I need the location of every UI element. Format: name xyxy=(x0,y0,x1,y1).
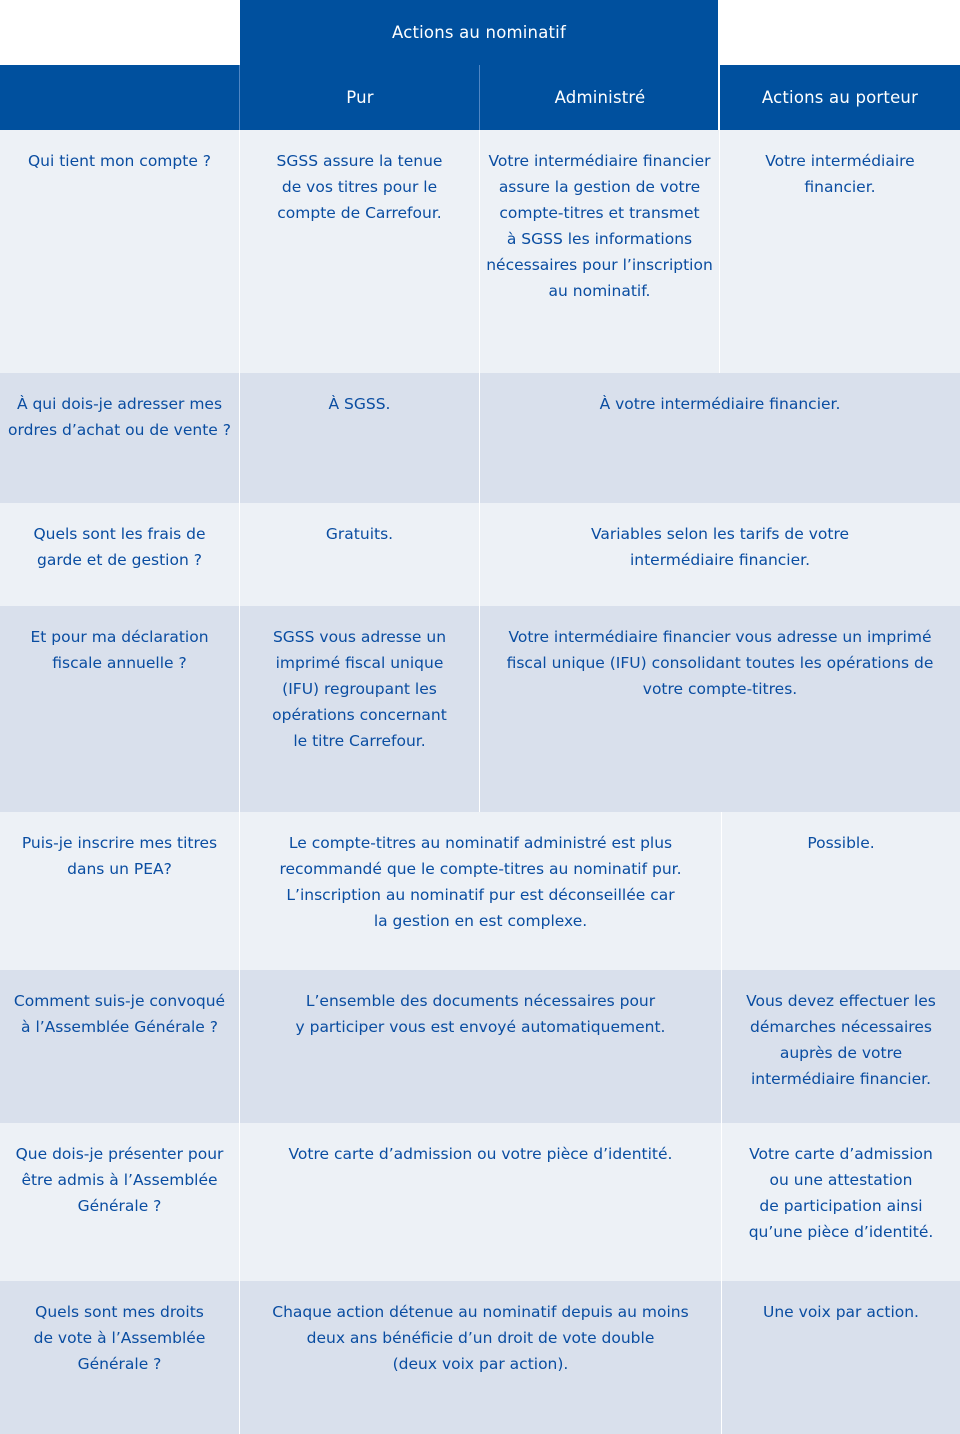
cell-text-line: fiscal unique (IFU) consolidant toutes les opérations de xyxy=(506,654,934,672)
cell-text-line: qu’une pièce d’identité. xyxy=(748,1223,934,1241)
cell-text-line: deux ans bénéficie d’un droit de vote double xyxy=(306,1329,655,1347)
cell-text-line: fiscale annuelle ? xyxy=(52,654,187,672)
header-nominatif xyxy=(240,0,718,65)
cell-text-line: Puis-je inscrire mes titres xyxy=(21,834,218,852)
cell-text-line: y participer vous est envoyé automatiquement. xyxy=(295,1018,666,1036)
cell-text-line: à l’Assemblée Générale ? xyxy=(21,1018,218,1036)
cell-text-line: Une voix par action. xyxy=(763,1303,919,1321)
cell-text-line: démarches nécessaires xyxy=(750,1018,932,1036)
header-divider-3 xyxy=(239,65,240,130)
row-4-pur xyxy=(240,606,479,812)
row-5-question xyxy=(0,812,239,970)
row-2-pur xyxy=(240,373,479,503)
cell-text-line: Votre carte d’admission ou votre pièce d’identité. xyxy=(288,1145,673,1163)
header-porteur-label: Actions au porteur xyxy=(761,87,919,107)
cell-text-line: votre compte-titres. xyxy=(642,680,798,698)
row-3-pur xyxy=(240,503,479,606)
header-divider-2 xyxy=(718,0,720,130)
cell-text-line: (deux voix par action). xyxy=(392,1355,569,1373)
cell-text-line: (IFU) regroupant les xyxy=(282,680,437,698)
row-3-question xyxy=(0,503,239,606)
row-1-question xyxy=(0,130,239,373)
cell-text-line: Possible. xyxy=(807,834,875,852)
cell-text-line: SGSS vous adresse un xyxy=(272,628,447,646)
cell-text-line: de participation ainsi xyxy=(759,1197,923,1215)
cell-text-line: de vote à l’Assemblée xyxy=(33,1329,206,1347)
cell-text-line: Que dois-je présenter pour xyxy=(15,1145,224,1163)
row-8-porteur xyxy=(722,1281,960,1434)
row-5-porteur xyxy=(722,812,960,970)
cell-text-line: Gratuits. xyxy=(325,525,394,543)
row-1-administre xyxy=(480,130,719,373)
cell-text-line: À qui dois-je adresser mes xyxy=(16,395,223,413)
header-administre-label: Administré xyxy=(554,87,646,107)
cell-text-line: Variables selon les tarifs de votre xyxy=(590,525,850,543)
header-administre xyxy=(480,65,720,130)
cell-text-line: Votre intermédiaire xyxy=(765,152,915,170)
cell-text-line: imprimé fiscal unique xyxy=(275,654,444,672)
cell-text-line: L’inscription au nominatif pur est déconseillée car xyxy=(286,886,675,904)
cell-text-line: Quels sont les frais de xyxy=(33,525,206,543)
cell-text-line: la gestion en est complexe. xyxy=(373,912,588,930)
cell-text-line: garde et de gestion ? xyxy=(37,551,202,569)
row-6-porteur xyxy=(722,970,960,1123)
cell-text-line: Générale ? xyxy=(77,1355,162,1373)
cell-text-line: intermédiaire financier. xyxy=(750,1070,932,1088)
cell-text-line: le titre Carrefour. xyxy=(293,732,426,750)
row-2-admin-porteur xyxy=(480,373,960,503)
cell-text-line: Vous devez effectuer les xyxy=(746,992,936,1010)
cell-text-line: L’ensemble des documents nécessaires pour xyxy=(305,992,656,1010)
row-8-question xyxy=(0,1281,239,1434)
cell-text-line: ordres d’achat ou de vente ? xyxy=(8,421,231,439)
row-4-question xyxy=(0,606,239,812)
header-blank xyxy=(0,65,240,130)
cell-text-line: Générale ? xyxy=(77,1197,162,1215)
cell-text-line: de vos titres pour le xyxy=(281,178,438,196)
header-pur-label: Pur xyxy=(346,87,374,107)
cell-text-line: à SGSS les informations xyxy=(506,230,693,248)
cell-text-line: Comment suis-je convoqué xyxy=(13,992,226,1010)
row-4-admin-porteur xyxy=(480,606,960,812)
row-5-nominatif xyxy=(240,812,721,970)
row-2-question xyxy=(0,373,239,503)
cell-text-line: compte de Carrefour. xyxy=(277,204,442,222)
cell-text-line: À SGSS. xyxy=(328,395,391,413)
cell-text-line: auprès de votre xyxy=(779,1044,903,1062)
cell-text-line: Votre intermédiaire financier xyxy=(488,152,711,170)
cell-text-line: À votre intermédiaire financier. xyxy=(599,395,841,413)
cell-text-line: Votre intermédiaire financier vous adresse un imprimé xyxy=(508,628,932,646)
cell-text-line: financier. xyxy=(804,178,876,196)
cell-text-line: dans un PEA? xyxy=(67,860,172,878)
cell-text-line: opérations concernant xyxy=(272,706,447,724)
row-1-porteur xyxy=(720,130,960,373)
cell-text-line: au nominatif. xyxy=(548,282,651,300)
cell-text-line: ou une attestation xyxy=(769,1171,913,1189)
cell-text-line: Qui tient mon compte ? xyxy=(27,152,212,170)
cell-text-line: SGSS assure la tenue xyxy=(276,152,443,170)
header-porteur xyxy=(720,65,960,130)
row-7-nominatif xyxy=(240,1123,721,1281)
header-divider-1 xyxy=(479,65,480,130)
cell-text-line: assure la gestion de votre xyxy=(498,178,701,196)
cell-text-line: intermédiaire financier. xyxy=(629,551,811,569)
cell-text-line: nécessaires pour l’inscription xyxy=(486,256,713,274)
row-8-nominatif xyxy=(240,1281,721,1434)
row-7-question xyxy=(0,1123,239,1281)
cell-text-line: Le compte-titres au nominatif administré est plus xyxy=(288,834,673,852)
row-3-admin-porteur xyxy=(480,503,960,606)
cell-text-line: Et pour ma déclaration xyxy=(30,628,209,646)
row-6-nominatif xyxy=(240,970,721,1123)
row-7-porteur xyxy=(722,1123,960,1281)
cell-text-line: recommandé que le compte-titres au nominatif pur. xyxy=(279,860,682,878)
cell-text-line: compte-titres et transmet xyxy=(499,204,700,222)
cell-text-line: Chaque action détenue au nominatif depuis au moins xyxy=(272,1303,689,1321)
header-pur xyxy=(240,65,480,130)
row-6-question xyxy=(0,970,239,1123)
header-nominatif-label: Actions au nominatif xyxy=(392,22,566,42)
cell-text-line: être admis à l’Assemblée xyxy=(21,1171,218,1189)
row-1-pur xyxy=(240,130,479,373)
cell-text-line: Votre carte d’admission xyxy=(749,1145,933,1163)
cell-text-line: Quels sont mes droits xyxy=(35,1303,204,1321)
